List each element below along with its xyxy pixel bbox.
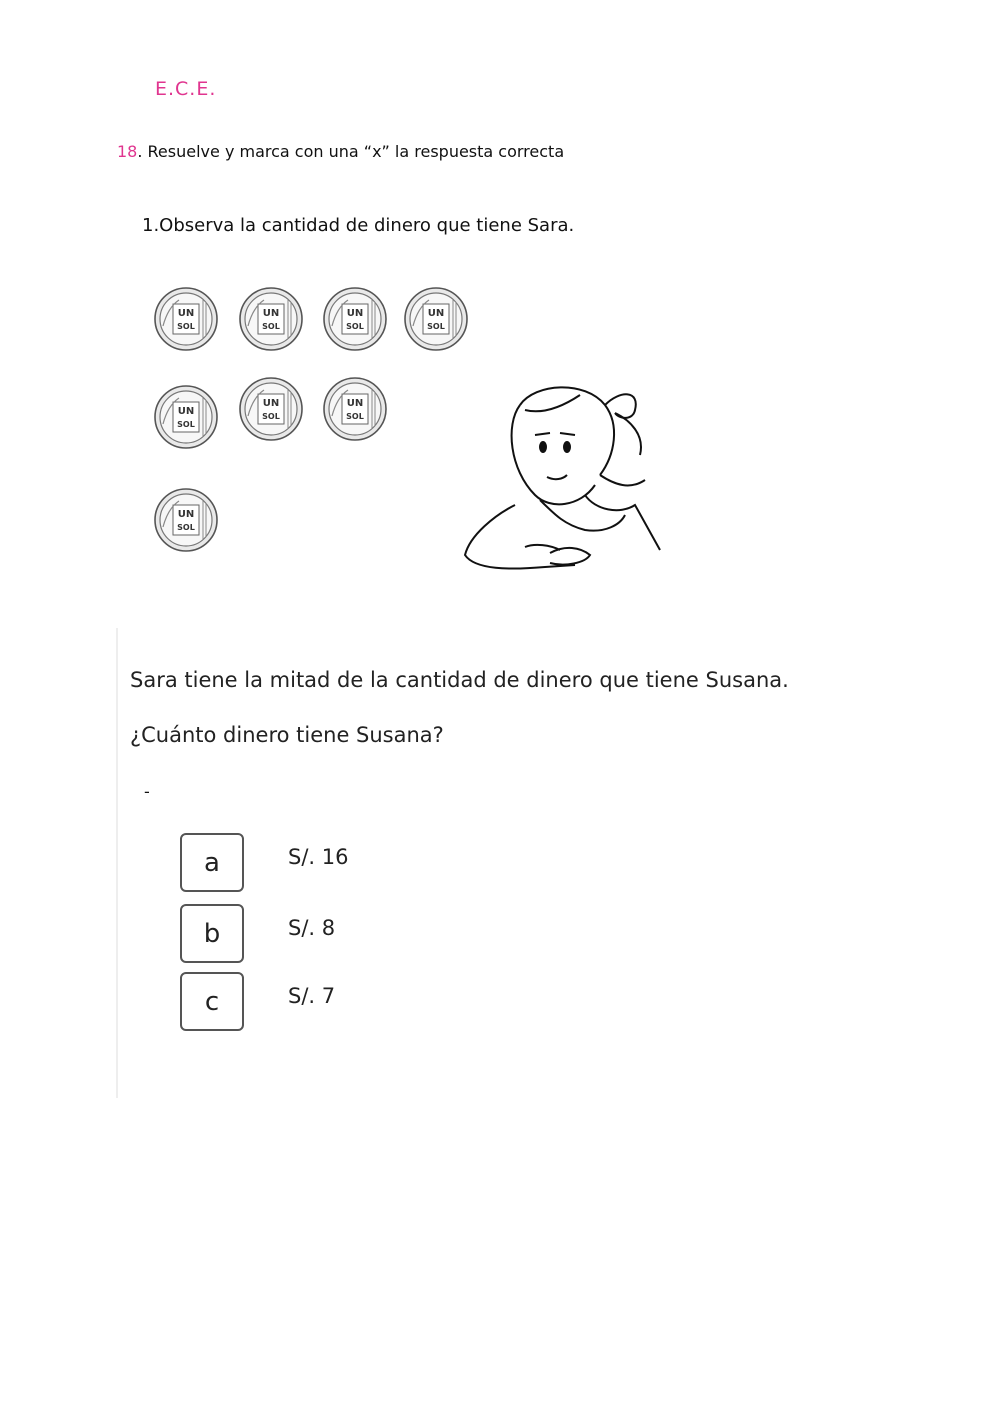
instruction-text: . Resuelve y marca con una “x” la respuesta correcta	[137, 142, 565, 161]
girl-illustration	[455, 375, 670, 585]
svg-text:UN: UN	[346, 308, 364, 319]
sol-coin-icon	[403, 286, 469, 352]
sol-coin-icon	[153, 286, 219, 352]
option-c-box[interactable]: c	[180, 972, 244, 1031]
option-c-value: S/. 7	[288, 984, 336, 1008]
sol-coin-icon	[322, 376, 388, 442]
svg-text:SOL: SOL	[262, 412, 280, 421]
svg-text:SOL: SOL	[262, 322, 280, 331]
instruction-line	[117, 142, 564, 161]
question-text: 1.Observa la cantidad de dinero que tiene Sara.	[142, 215, 575, 236]
svg-text:SOL: SOL	[346, 322, 364, 331]
question-number: 18	[117, 142, 138, 161]
problem-statement: Sara tiene la mitad de la cantidad de dinero que tiene Susana.	[130, 668, 789, 692]
option-b-box[interactable]: b	[180, 904, 244, 963]
sol-coin-icon	[322, 286, 388, 352]
svg-text:UN: UN	[427, 308, 445, 319]
answer-dash: -	[144, 782, 150, 801]
sol-coin-icon	[153, 384, 219, 450]
svg-text:UN: UN	[177, 308, 195, 319]
page-title: E.C.E.	[155, 78, 217, 100]
svg-text:UN: UN	[346, 398, 364, 409]
svg-text:SOL: SOL	[346, 412, 364, 421]
svg-text:UN: UN	[262, 308, 280, 319]
svg-text:UN: UN	[177, 406, 195, 417]
sol-coin-icon	[238, 376, 304, 442]
svg-text:SOL: SOL	[177, 420, 195, 429]
svg-text:SOL: SOL	[427, 322, 445, 331]
problem-question: ¿Cuánto dinero tiene Susana?	[130, 723, 444, 747]
svg-text:UN: UN	[262, 398, 280, 409]
option-a-value: S/. 16	[288, 845, 349, 869]
svg-text:UN: UN	[177, 509, 195, 520]
svg-text:SOL: SOL	[177, 523, 195, 532]
sol-coin-icon	[238, 286, 304, 352]
svg-text:SOL: SOL	[177, 322, 195, 331]
option-b-value: S/. 8	[288, 916, 336, 940]
option-a-box[interactable]: a	[180, 833, 244, 892]
sol-coin-icon	[153, 487, 219, 553]
